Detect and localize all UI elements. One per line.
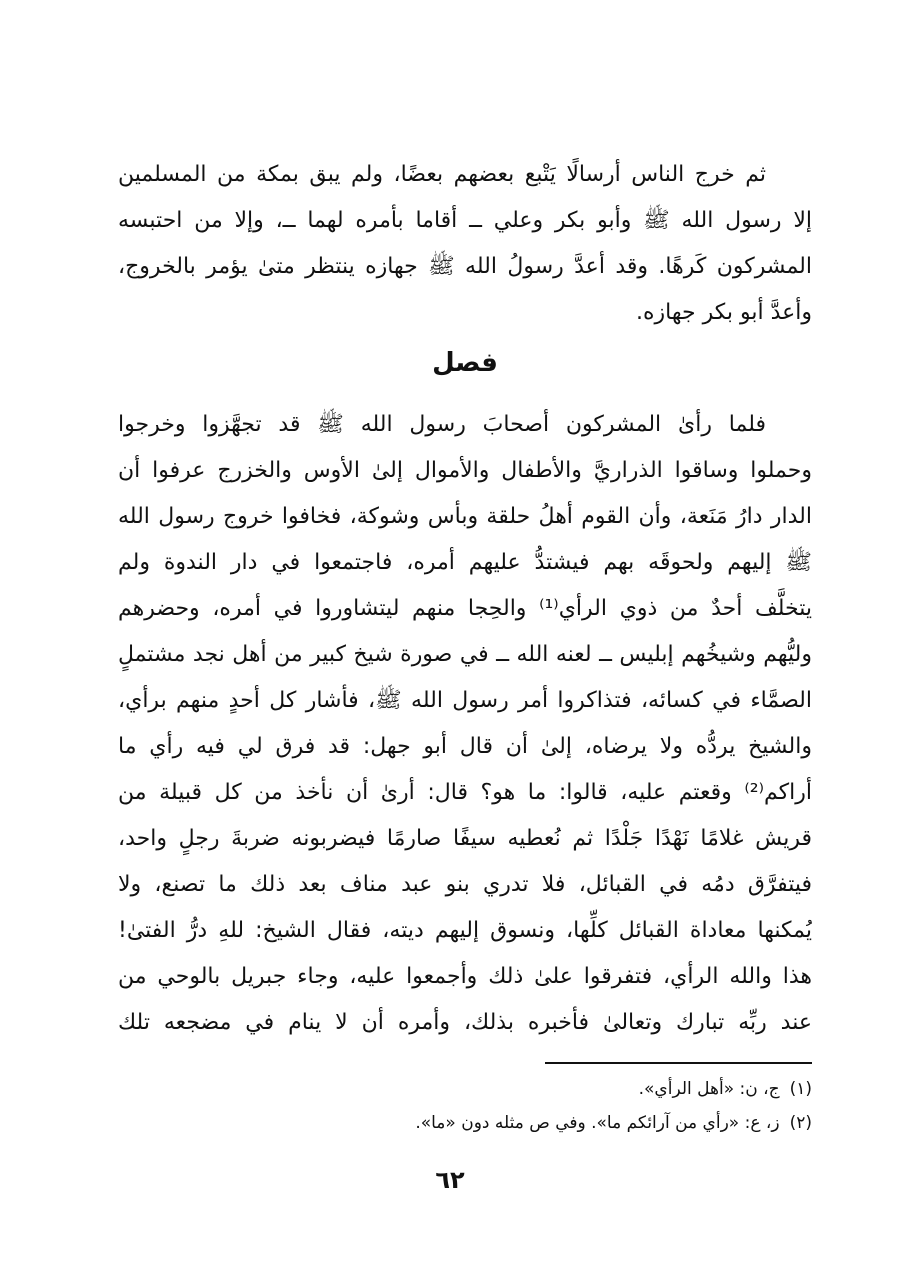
footnotes bbox=[118, 1072, 812, 1140]
text-line: وحملوا وساقوا الذراريَّ والأطفال والأموال إلىٰ الأوس والخزرج عرفوا أن bbox=[118, 458, 812, 483]
footnote-text: ج، ن: «أهل الرأي». bbox=[638, 1079, 780, 1099]
text-line: قريش غلامًا نَهْدًا جَلْدًا ثم نُعطيه سيفًا صارمًا فيضربونه ضربةَ رجلٍ واحد، bbox=[118, 826, 812, 851]
text-line: أراكم⁽²⁾ وقعتم عليه، قالوا: ما هو؟ قال: أرىٰ أن نأخذ من كل قبيلة من bbox=[118, 780, 812, 805]
text-line: هذا والله الرأي، فتفرقوا علىٰ ذلك وأجمعوا عليه، وجاء جبريل بالوحي من bbox=[118, 964, 812, 989]
page-number: ٦٢ bbox=[435, 1166, 465, 1194]
footnote-item bbox=[118, 1072, 812, 1106]
footnote-number: (١) bbox=[789, 1079, 812, 1099]
text-line: إلا رسول الله ﷺ وأبو بكر وعلي ــ أقاما بأمره لهما ــ، وإلا من احتبسه bbox=[118, 208, 812, 233]
text-line: يتخلَّف أحدٌ من ذوي الرأي⁽¹⁾ والحِجا منهم ليتشاوروا في أمره، وحضرهم bbox=[118, 596, 812, 621]
text-line: ﷺ إليهم ولحوقَه بهم فيشتدُّ عليهم أمره، فاجتمعوا في دار الندوة ولم bbox=[118, 550, 812, 575]
text-line: فلما رأىٰ المشركون أصحابَ رسول الله ﷺ قد تجهَّزوا وخرجوا bbox=[118, 412, 766, 437]
text-line: ثم خرج الناس أرسالًا يَتْبع بعضهم بعضًا، ولم يبق بمكة من المسلمين bbox=[118, 162, 766, 187]
section-heading: فصل bbox=[432, 348, 498, 378]
text-line: فيتفرَّق دمُه في القبائل، فلا تدري بنو عبد مناف بعد ذلك ما تصنع، ولا bbox=[118, 872, 812, 897]
main-paragraph bbox=[118, 402, 812, 1046]
footnote-text: ز، ع: «رأي من آرائكم ما». وفي ص مثله دون «ما». bbox=[415, 1113, 780, 1133]
footnote-item bbox=[118, 1106, 812, 1140]
text-line: والشيخ يردُّه ولا يرضاه، إلىٰ أن قال أبو جهل: قد فرق لي فيه رأي ما bbox=[118, 734, 812, 759]
text-line: الصمَّاء في كسائه، فتذاكروا أمر رسول الله ﷺ، فأشار كل أحدٍ منهم برأي، bbox=[118, 688, 812, 713]
text-line: يُمكنها معاداة القبائل كلِّها، ونسوق إليهم ديته، فقال الشيخ: للهِ درُّ الفتىٰ! bbox=[118, 918, 812, 943]
text-line: وأعدَّ أبو بكر جهازه. bbox=[636, 300, 812, 325]
footnote-divider bbox=[545, 1062, 812, 1064]
intro-paragraph bbox=[118, 152, 812, 336]
text-line: عند ربِّه تبارك وتعالىٰ فأخبره بذلك، وأمره أن لا ينام في مضجعه تلك bbox=[118, 1010, 812, 1035]
text-line: الدار دارُ مَنَعة، وأن القوم أهلُ حلقة وبأس وشوكة، فخافوا خروج رسول الله bbox=[118, 504, 812, 529]
footnote-number: (٢) bbox=[789, 1113, 812, 1133]
text-line: المشركون كَرهًا. وقد أعدَّ رسولُ الله ﷺ جهازه ينتظر متىٰ يؤمر بالخروج، bbox=[118, 254, 812, 279]
text-line: وليُّهم وشيخُهم إبليس ــ لعنه الله ــ في صورة شيخ كبير من أهل نجد مشتملٍ bbox=[118, 642, 812, 667]
